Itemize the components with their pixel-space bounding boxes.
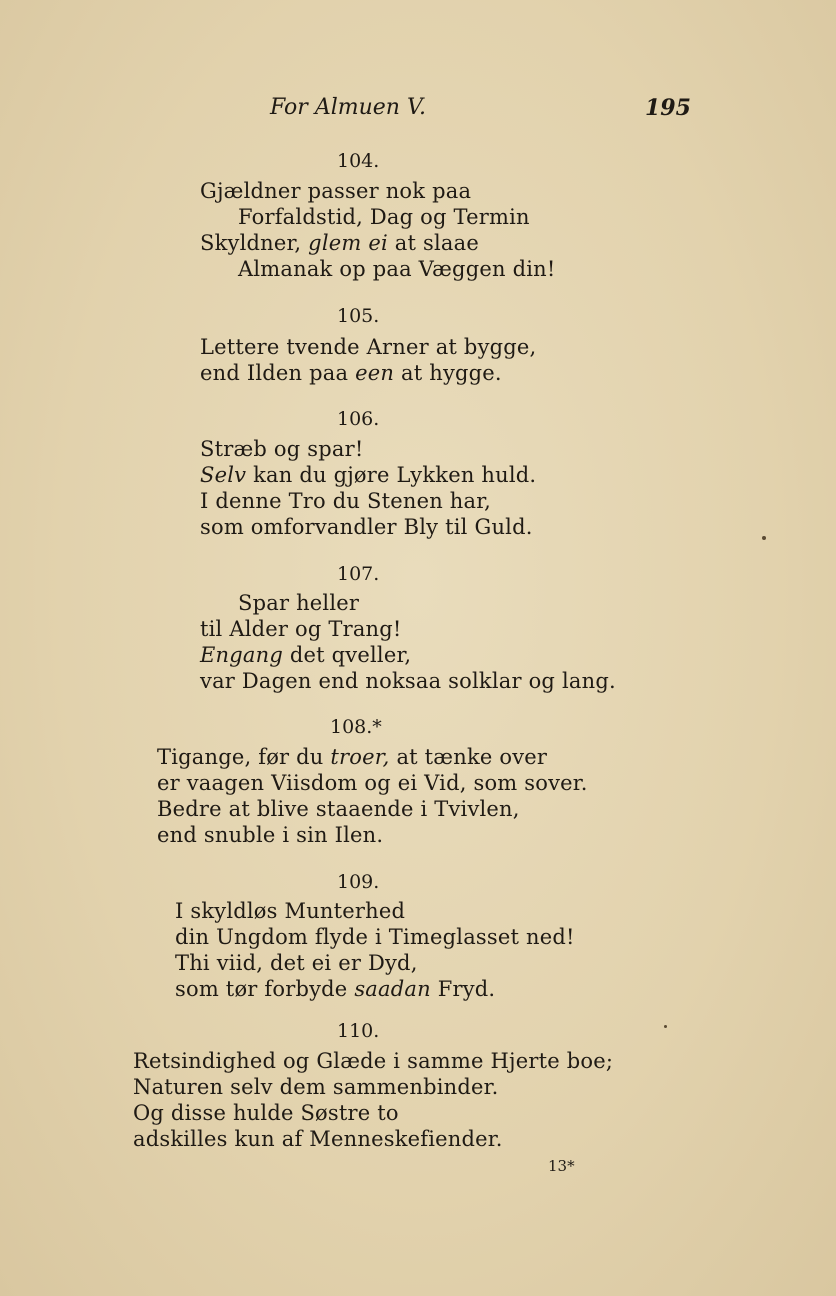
- section-number: 104.: [337, 150, 380, 172]
- verse-line: Thi viid, det ei er Dyd,: [175, 951, 418, 975]
- verse-line: Selv kan du gjøre Lykken huld.: [200, 463, 537, 487]
- verse-line: er vaagen Viisdom og ei Vid, som sover.: [157, 771, 588, 795]
- section-number: 109.: [337, 871, 380, 893]
- verse-line: Gjældner passer nok paa: [200, 179, 472, 203]
- section-number: 108.*: [330, 716, 382, 738]
- verse-line: Naturen selv dem sammenbinder.: [133, 1075, 499, 1099]
- verse-line: Bedre at blive staaende i Tvivlen,: [157, 797, 520, 821]
- verse-line: adskilles kun af Menneskefiender.: [133, 1127, 503, 1151]
- verse-line: I denne Tro du Stenen har,: [200, 489, 492, 513]
- verse-line: I skyldløs Munterhed: [175, 899, 406, 923]
- verse-line: til Alder og Trang!: [200, 617, 402, 641]
- emphasis: Selv: [200, 463, 247, 487]
- verse-line: Skyldner, glem ei at slaae: [200, 231, 479, 255]
- section-number: 105.: [337, 305, 380, 327]
- running-title: For Almuen V.: [270, 95, 426, 120]
- verse-line: end Ilden paa een at hygge.: [200, 361, 502, 385]
- emphasis: glem ei: [308, 231, 388, 255]
- emphasis: troer,: [330, 745, 390, 769]
- signature-mark: 13*: [548, 1157, 575, 1175]
- verse-line: Tigange, før du troer, at tænke over: [157, 745, 548, 769]
- emphasis: saadan: [354, 977, 431, 1001]
- section-number: 106.: [337, 408, 380, 430]
- emphasis: Engang: [200, 643, 283, 667]
- verse-line: Stræb og spar!: [200, 437, 364, 461]
- paper-speck: [762, 536, 766, 540]
- verse-line: end snuble i sin Ilen.: [157, 823, 384, 847]
- verse-line: Og disse hulde Søstre to: [133, 1101, 399, 1125]
- verse-line: var Dagen end noksaa solklar og lang.: [200, 669, 616, 693]
- verse-line: Almanak op paa Væggen din!: [238, 257, 556, 281]
- verse-line: Retsindighed og Glæde i samme Hjerte boe;: [133, 1049, 614, 1073]
- section-number: 107.: [337, 563, 380, 585]
- page-number: 195: [645, 95, 691, 121]
- section-number: 110.: [337, 1020, 380, 1042]
- verse-line: som omforvandler Bly til Guld.: [200, 515, 533, 539]
- verse-line: som tør forbyde saadan Fryd.: [175, 977, 496, 1001]
- verse-line: Engang det qveller,: [200, 643, 412, 667]
- paper-speck: [664, 1025, 667, 1028]
- verse-line: din Ungdom flyde i Timeglasset ned!: [175, 925, 575, 949]
- verse-line: Forfaldstid, Dag og Termin: [238, 205, 530, 229]
- verse-line: Spar heller: [238, 591, 360, 615]
- emphasis: een: [355, 361, 395, 385]
- verse-line: Lettere tvende Arner at bygge,: [200, 335, 537, 359]
